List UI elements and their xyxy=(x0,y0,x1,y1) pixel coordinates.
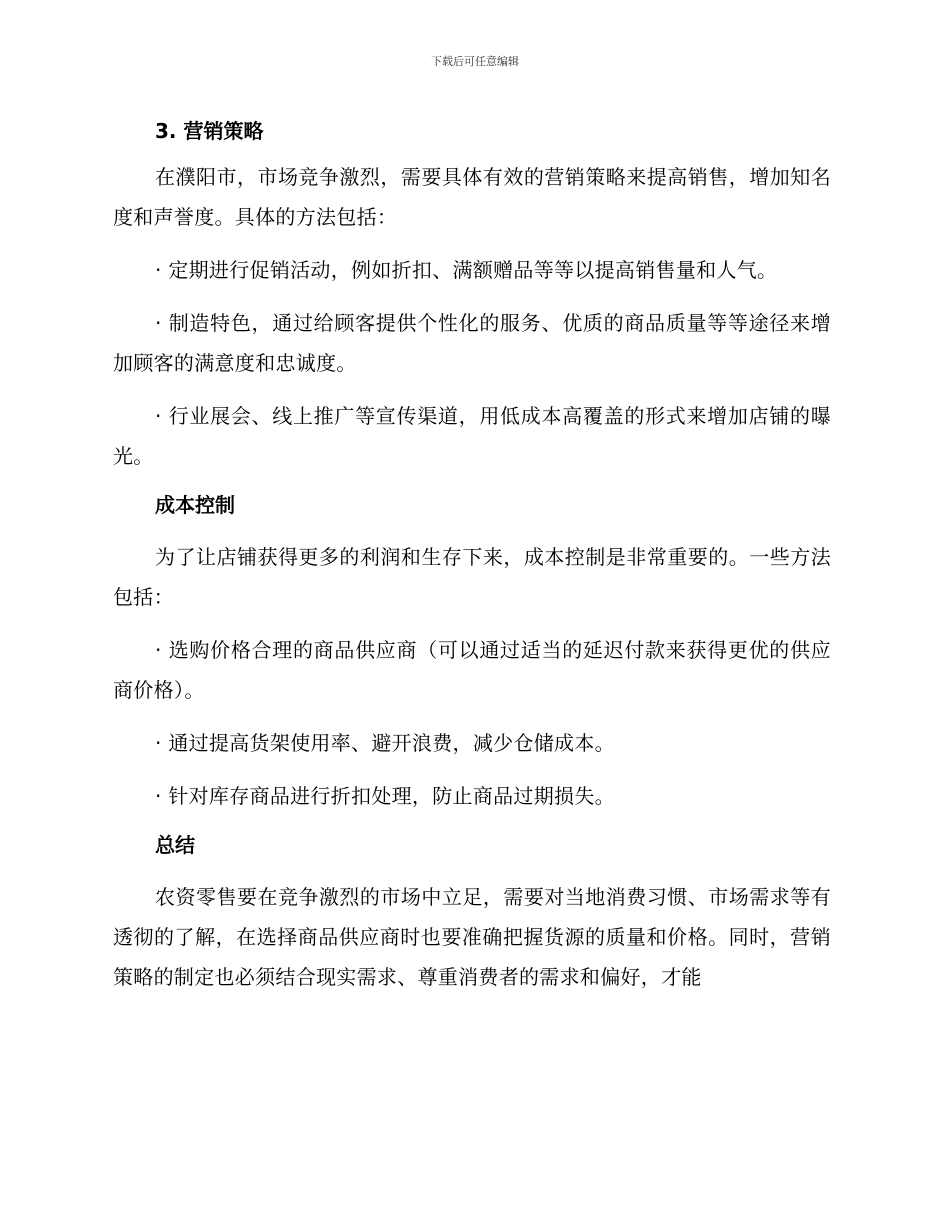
paragraph-summary: 农资零售要在竞争激烈的市场中立足，需要对当地消费习惯、市场需求等有透彻的了解，在选择商品供应商时也要准确把握货源的质量和价格。同时，营销策略的制定也必须结合现实需求、尊重消费者的需求和偏好，才能 xyxy=(113,885,831,989)
bullet-item: · 制造特色，通过给顾客提供个性化的服务、优质的商品质量等等途径来增加顾客的满意度和忠诚度。 xyxy=(113,311,831,375)
paragraph-cost-intro: 为了让店铺获得更多的利润和生存下来，成本控制是非常重要的。一些方法包括： xyxy=(113,545,831,609)
bullet-item: · 选购价格合理的商品供应商（可以通过适当的延迟付款来获得更优的供应商价格）。 xyxy=(113,638,831,702)
bullet-item: · 行业展会、线上推广等宣传渠道，用低成本高覆盖的形式来增加店铺的曝光。 xyxy=(113,404,831,468)
document-body xyxy=(113,112,831,997)
bullet-item: · 定期进行促销活动，例如折扣、满额赠品等等以提高销售量和人气。 xyxy=(155,258,778,282)
section-heading-cost: 成本控制 xyxy=(155,493,235,517)
section-heading-summary: 总结 xyxy=(155,833,195,857)
section-heading-marketing: 3. 营销策略 xyxy=(155,119,264,143)
bullet-item: · 针对库存商品进行折扣处理，防止商品过期损失。 xyxy=(155,784,615,808)
paragraph-marketing-intro: 在濮阳市，市场竞争激烈，需要具体有效的营销策略来提高销售，增加知名度和声誉度。具体的方法包括： xyxy=(113,165,831,229)
page-header: 下载后可任意编辑 xyxy=(431,55,519,68)
bullet-item: · 通过提高货架使用率、避开浪费，减少仓储成本。 xyxy=(155,731,615,755)
